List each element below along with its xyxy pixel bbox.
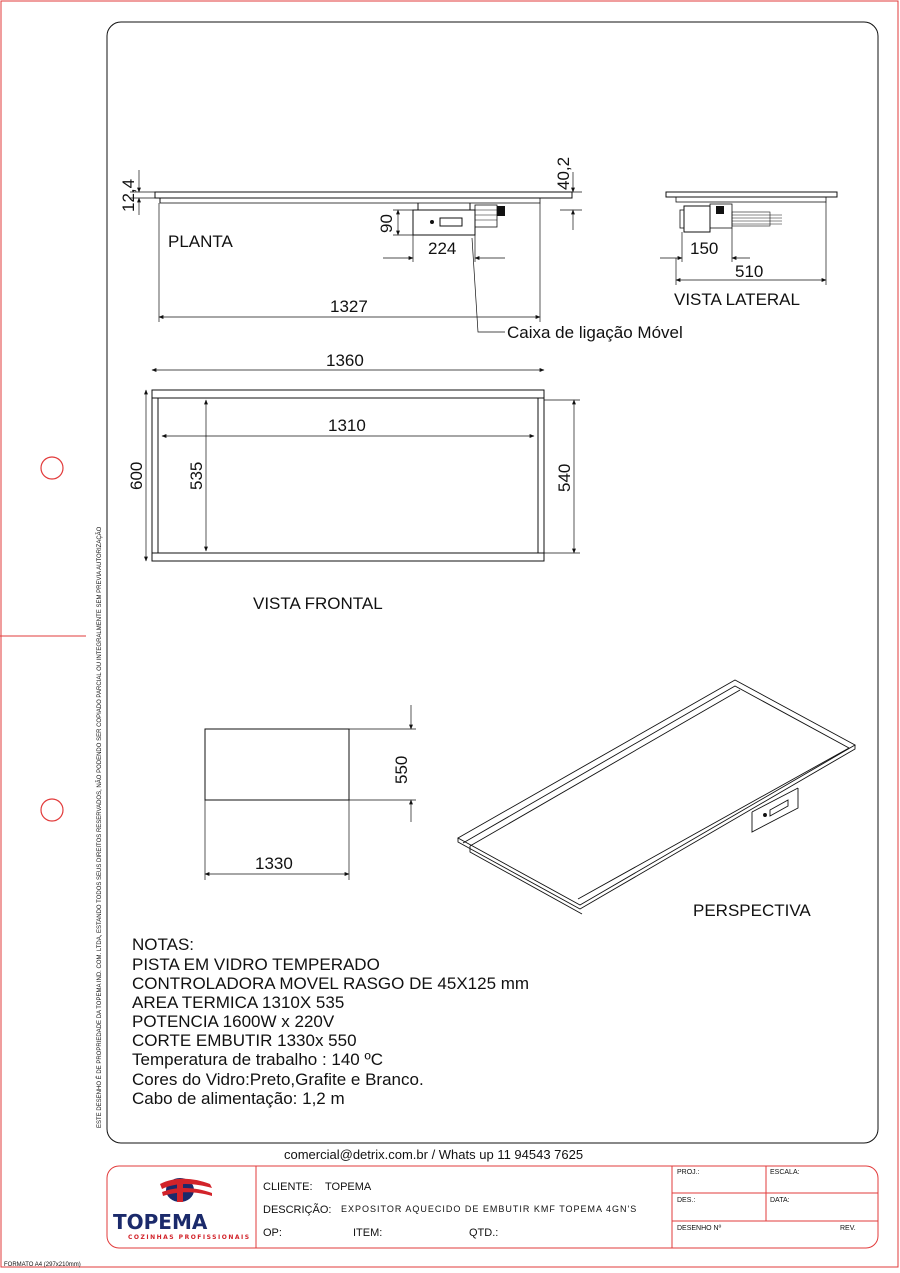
note-line: AREA TERMICA 1310X 535	[132, 993, 345, 1012]
dim-box-width: 224	[428, 239, 457, 258]
proj-label: PROJ.:	[677, 1169, 700, 1176]
note-line: Temperatura de trabalho : 140 ºC	[132, 1050, 383, 1069]
perspective-label: PERSPECTIVA	[693, 901, 811, 920]
dim-front-600: 600	[127, 461, 146, 490]
descricao-value: EXPOSITOR AQUECIDO DE EMBUTIR KMF TOPEMA 4GN'S	[341, 1204, 638, 1214]
escala-label: ESCALA:	[770, 1169, 800, 1176]
cutout-view	[205, 705, 416, 880]
dim-front-1310: 1310	[328, 416, 366, 435]
side-view-label: VISTA LATERAL	[674, 290, 800, 309]
dim-cut-1330: 1330	[255, 854, 293, 873]
logo-subtitle: COZINHAS PROFISSIONAIS	[128, 1234, 251, 1241]
dim-side-150: 150	[690, 239, 719, 258]
front-view	[127, 351, 580, 613]
data-label: DATA:	[770, 1197, 790, 1204]
item-label: ITEM:	[353, 1227, 383, 1239]
notes-title: NOTAS:	[132, 935, 195, 954]
cliente-value: TOPEMA	[325, 1181, 372, 1193]
format-label: FORMATO A4 (297x210mm)	[4, 1262, 81, 1268]
cliente-label: CLIENTE:	[263, 1181, 313, 1193]
op-label: OP:	[263, 1227, 282, 1239]
dim-plan-length: 1327	[330, 297, 368, 316]
qtd-label: QTD.:	[469, 1227, 499, 1239]
desenho-label: DESENHO Nº	[677, 1225, 722, 1232]
notes-block	[132, 935, 529, 1108]
dim-plan-height: 40,2	[554, 156, 573, 190]
punch-hole-top	[41, 457, 63, 479]
note-line: POTENCIA 1600W x 220V	[132, 1012, 335, 1031]
junction-box-label: Caixa de ligação Móvel	[507, 323, 683, 342]
side-notice: ESTE DESENHO É DE PROPRIEDADE DA TOPEMA IND. COM. LTDA, ESTANDO TODOS SEUS DIREITOS RESERVADOS, NÃO PODENDO SER COPIADO PARCIAL OU INTEGRALMENTE SEM PREVIA AUTORIZAÇÃO	[97, 526, 103, 1128]
logo-name: TOPEMA	[113, 1210, 208, 1234]
dim-side-510: 510	[735, 262, 764, 281]
perspective-view	[458, 680, 855, 914]
descricao-label: DESCRIÇÃO:	[263, 1204, 332, 1216]
dim-cut-550: 550	[392, 755, 411, 784]
side-view	[660, 192, 837, 309]
punch-hole-bottom	[41, 799, 63, 821]
rev-label: REV.	[840, 1225, 856, 1232]
note-line: Cabo de alimentação: 1,2 m	[132, 1089, 345, 1108]
dim-box-height: 90	[377, 214, 396, 233]
dim-front-535: 535	[187, 461, 206, 490]
title-block	[107, 1166, 878, 1248]
topema-logo	[113, 1178, 251, 1241]
dim-front-540: 540	[555, 463, 574, 492]
contact-line: comercial@detrix.com.br / Whats up 11 94543 7625	[284, 1147, 584, 1162]
note-line: CORTE EMBUTIR 1330x 550	[132, 1031, 357, 1050]
dim-front-1360: 1360	[326, 351, 364, 370]
front-view-label: VISTA FRONTAL	[253, 594, 383, 613]
plan-view-label: PLANTA	[168, 232, 233, 251]
note-line: Cores do Vidro:Preto,Grafite e Branco.	[132, 1070, 424, 1089]
des-label: DES.:	[677, 1197, 696, 1204]
plan-view	[119, 157, 683, 342]
dim-plan-thickness: 12,4	[119, 178, 138, 212]
note-line: CONTROLADORA MOVEL RASGO DE 45X125 mm	[132, 974, 530, 993]
note-line: PISTA EM VIDRO TEMPERADO	[132, 955, 380, 974]
